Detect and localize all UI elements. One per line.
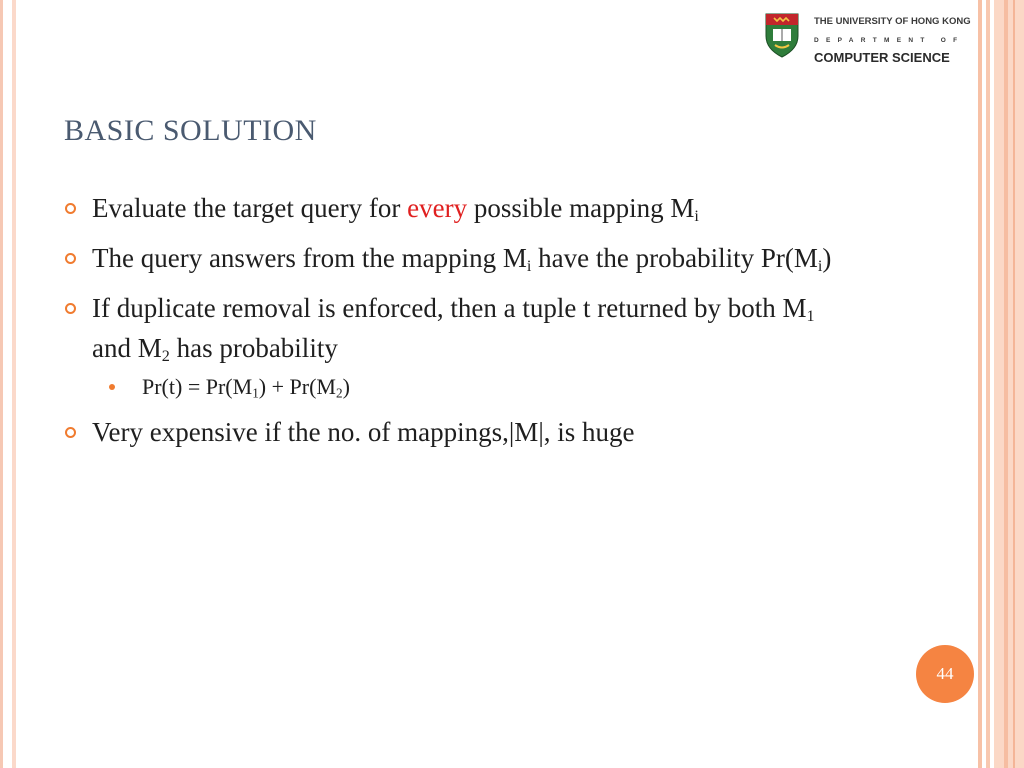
bullet-item (62, 238, 842, 278)
sub-bullet-text: ) + Pr(M (258, 374, 336, 399)
sub-bullet-item (62, 372, 842, 402)
university-crest-icon (764, 12, 800, 58)
logo-department-name: COMPUTER SCIENCE (814, 50, 950, 65)
bullet-ring-icon (65, 253, 76, 264)
bullet-text: possible mapping M (467, 193, 695, 223)
page-number-badge: 44 (916, 645, 974, 703)
right-stripe-2 (986, 0, 990, 768)
sub-bullet-text: Pr(t) = Pr(M (142, 374, 253, 399)
bullet-ring-icon (65, 427, 76, 438)
bullet-item (62, 412, 842, 452)
slide-title: BASIC SOLUTION (64, 114, 317, 147)
slide-content (62, 188, 842, 462)
bullet-ring-icon (65, 303, 76, 314)
sub-bullet-text: ) (342, 374, 350, 399)
right-stripe-3 (1004, 0, 1008, 768)
right-stripe-band (994, 0, 1024, 768)
department-logo (760, 10, 976, 64)
subscript: i (526, 257, 532, 276)
bullet-text: has probability (169, 333, 338, 363)
bullet-text: ) (822, 243, 832, 273)
subscript: 2 (161, 347, 170, 366)
bullet-text: Evaluate the target query for (92, 193, 408, 223)
bullet-text: The query answers from the mapping M (92, 243, 527, 273)
bullet-text: and M (92, 333, 162, 363)
bullet-text: If duplicate removal is enforced, then a tuple t returned by both M (92, 293, 807, 323)
subscript: 1 (252, 385, 259, 401)
left-stripe-outer (0, 0, 3, 768)
emphasis-text: every (407, 193, 468, 223)
subscript: 1 (806, 307, 815, 326)
logo-department-label: DEPARTMENT OF (814, 37, 965, 44)
bullet-item (62, 288, 842, 368)
logo-university-name: THE UNIVERSITY OF HONG KONG (814, 16, 971, 27)
bullet-text: Very expensive if the no. of mappings,|M|, is huge (92, 417, 635, 447)
right-stripe-4 (1013, 0, 1015, 768)
bullet-item (62, 188, 842, 228)
subscript: i (817, 257, 823, 276)
bullet-ring-icon (65, 203, 76, 214)
left-stripe-inner (12, 0, 16, 768)
bullet-dot-icon (109, 384, 115, 390)
subscript: i (694, 207, 699, 226)
right-stripe-1 (978, 0, 982, 768)
subscript: 2 (335, 385, 343, 401)
bullet-text: have the probability Pr(M (531, 243, 818, 273)
